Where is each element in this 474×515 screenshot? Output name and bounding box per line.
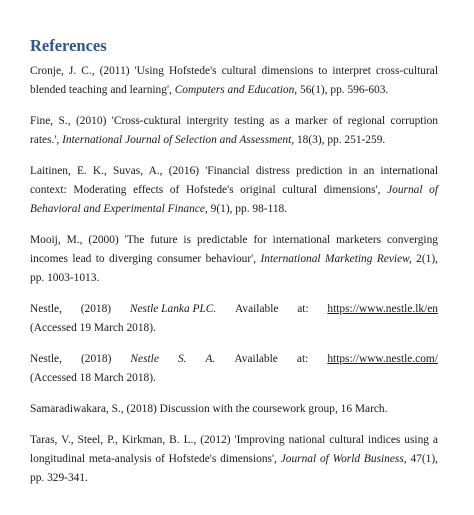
accessed-date: (Accessed 19 March 2018). (30, 322, 156, 334)
journal-title: International Marketing Review, (260, 253, 412, 265)
reference-nestle-com (30, 350, 438, 388)
reference-text: Available (235, 303, 279, 315)
journal-title: Computers and Education, (174, 84, 298, 96)
reference-text: 2(1), pp. 1003-1013. (30, 253, 438, 284)
accessed-date: (Accessed 18 March 2018). (30, 372, 156, 384)
reference-text: Available (234, 353, 278, 365)
web-title-word: Nestle (130, 353, 159, 365)
reference-text: Nestle, (30, 303, 62, 315)
reference-mooij (30, 231, 438, 288)
journal-title: Journal of Behavioral and Experimental Finance, (30, 184, 438, 215)
reference-text: 47(1), pp. 329-341. (30, 453, 439, 484)
reference-line (30, 300, 438, 319)
reference-text: 18(3), pp. 251-259. (294, 134, 386, 146)
reference-samaradiwakara: Samaradiwakara, S., (2018) Discussion with the coursework group, 16 March. (30, 403, 388, 415)
reference-text: at: (296, 353, 309, 365)
reference-text: Laitinen, E. K., Suvas, A., (2016) 'Financial distress prediction in an international context: Moderating effects of Hofstede's original cultural dimensions', (30, 165, 438, 196)
web-title-word: A. (205, 353, 216, 365)
reference-laitinen (30, 162, 438, 219)
journal-title: International Journal of Selection and Assessment, (62, 134, 295, 146)
nestle-com-link[interactable]: https://www.nestle.com/ (327, 353, 438, 365)
reference-nestle-lk (30, 300, 438, 338)
reference-text: 56(1), pp. 596-603. (297, 84, 389, 96)
reference-text: Fine, S., (2010) 'Cross-cuktural intergrity testing as a marker of regional corruption rates.', (30, 115, 438, 146)
reference-text: (2018) (80, 303, 112, 315)
reference-text: Nestle, (30, 353, 62, 365)
reference-fine (30, 112, 438, 150)
reference-text: (2018) (81, 353, 112, 365)
reference-text: Cronje, J. C., (2011) 'Using Hofstede's cultural dimensions to interpret cross-cultural blended teaching and learning', (30, 65, 438, 96)
web-title-word: S. (177, 353, 187, 365)
reference-text: Taras, V., Steel, P., Kirkman, B. L., (2012) 'Improving national cultural indices using a longitudinal meta-analysis of Hofstede's dimensions', (30, 434, 438, 465)
reference-text: Mooij, M., (2000) 'The future is predictable for international marketers converging incomes lead to diverging consumer behaviour', (30, 234, 438, 265)
nestle-lk-link[interactable]: https://www.nestle.lk/en (327, 303, 438, 315)
references-heading: References (30, 36, 107, 55)
reference-line (30, 350, 438, 369)
reference-cronje (30, 62, 438, 100)
web-title: Nestle Lanka PLC. (129, 303, 217, 315)
reference-text: 9(1), pp. 98-118. (207, 203, 288, 215)
journal-title: Journal of World Business, (280, 453, 407, 465)
reference-taras (30, 431, 438, 488)
reference-text: at: (297, 303, 309, 315)
